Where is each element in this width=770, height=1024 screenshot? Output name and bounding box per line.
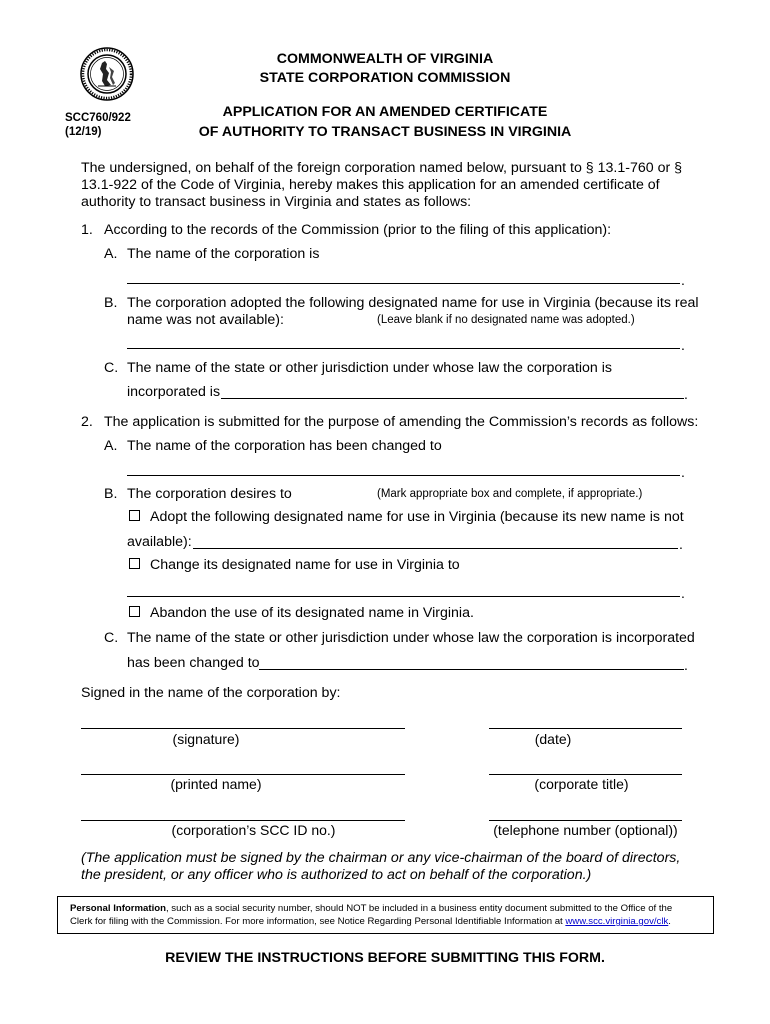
- section1-c-text2: incorporated is: [127, 384, 221, 400]
- period: .: [684, 386, 688, 402]
- period: .: [679, 536, 683, 552]
- section2-b-note: (Mark appropriate box and complete, if appropriate.): [377, 488, 643, 500]
- period: .: [681, 272, 685, 288]
- signature-label: (signature): [172, 731, 240, 747]
- signature-heading: Signed in the name of the corporation by:: [81, 685, 341, 701]
- changed-designated-name-field[interactable]: [127, 596, 680, 597]
- section2-a-label: A.: [104, 438, 118, 454]
- intro-line-1: The undersigned, on behalf of the foreign corporation named below, pursuant to § 13.1-760 or §: [81, 160, 683, 176]
- section1-b-note: (Leave blank if no designated name was adopted.): [377, 314, 635, 326]
- notice-text2: Clerk for filing with the Commission. For more information, see Notice Regarding Personal Identifiable Information at: [70, 916, 563, 927]
- notice-text1: , such as a social security number, should NOT be included in a business entity document submitted to the Office of the: [165, 903, 673, 914]
- adopt-name-text2: available):: [127, 534, 192, 550]
- section1-b-text1: The corporation adopted the following designated name for use in Virginia (because its real: [127, 295, 699, 311]
- form-date: (12/19): [65, 126, 102, 138]
- section2-text: The application is submitted for the purpose of amending the Commission’s records as follows:: [104, 414, 699, 430]
- header-commonwealth: COMMONWEALTH OF VIRGINIA: [276, 51, 494, 67]
- period: .: [684, 657, 688, 673]
- section2-c-text1: The name of the state or other jurisdiction under whose law the corporation is incorporated: [127, 630, 695, 646]
- printed-name-field[interactable]: [81, 774, 405, 775]
- corporate-title-field[interactable]: [489, 774, 682, 775]
- intro-line-2: 13.1-922 of the Code of Virginia, hereby makes this application for an amended certificate of: [81, 177, 660, 193]
- section1-text: According to the records of the Commission (prior to the filing of this application):: [104, 222, 612, 238]
- date-label: (date): [534, 731, 572, 747]
- intro-line-3: authority to transact business in Virginia and states as follows:: [81, 194, 472, 210]
- date-field[interactable]: [489, 728, 682, 729]
- scc-id-field[interactable]: [81, 820, 405, 821]
- signing-note-line1: (The application must be signed by the chairman or any vice-chairman of the board of directors,: [81, 850, 681, 866]
- corporation-name-field[interactable]: [127, 283, 680, 284]
- period: .: [681, 464, 685, 480]
- section1-a-label: A.: [104, 246, 118, 262]
- adopted-name-field[interactable]: [193, 548, 678, 549]
- personal-information-notice: [57, 896, 714, 934]
- header-commission: STATE CORPORATION COMMISSION: [259, 70, 511, 86]
- section2-b-label: B.: [104, 486, 118, 502]
- form-number: SCC760/922: [65, 112, 131, 124]
- section1-b-text2: name was not available):: [127, 312, 284, 328]
- signature-field[interactable]: [81, 728, 405, 729]
- section1-b-label: B.: [104, 295, 118, 311]
- change-name-checkbox[interactable]: [129, 558, 140, 569]
- form-title-line2: OF AUTHORITY TO TRANSACT BUSINESS IN VIRGINIA: [198, 124, 572, 140]
- virginia-seal-icon: [80, 47, 134, 101]
- notice-end: .: [668, 916, 671, 927]
- abandon-name-checkbox[interactable]: [129, 606, 140, 617]
- telephone-field[interactable]: [489, 820, 682, 821]
- period: .: [681, 337, 685, 353]
- section1-number: 1.: [81, 222, 93, 238]
- section2-a-text: The name of the corporation has been changed to: [127, 438, 442, 454]
- section2-c-label: C.: [104, 630, 119, 646]
- section1-c-text1: The name of the state or other jurisdiction under whose law the corporation is: [127, 360, 613, 376]
- clerk-website-link[interactable]: www.scc.virginia.gov/clk: [565, 916, 669, 927]
- section2-b-text: The corporation desires to: [127, 486, 292, 502]
- adopt-name-checkbox[interactable]: [129, 510, 140, 521]
- new-jurisdiction-field[interactable]: [259, 669, 684, 670]
- telephone-label: (telephone number (optional)): [493, 822, 678, 838]
- signing-note-line2: the president, or any officer who is authorized to act on behalf of the corporation.): [81, 867, 592, 883]
- period: .: [681, 585, 685, 601]
- adopt-name-text1: Adopt the following designated name for use in Virginia (because its new name is not: [150, 509, 684, 525]
- scc-id-label: (corporation’s SCC ID no.): [171, 822, 336, 838]
- section2-c-text2: has been changed to: [127, 655, 260, 671]
- section1-c-label: C.: [104, 360, 119, 376]
- abandon-name-text: Abandon the use of its designated name in Virginia.: [150, 605, 474, 621]
- designated-name-field[interactable]: [127, 348, 680, 349]
- new-corporation-name-field[interactable]: [127, 475, 680, 476]
- section2-number: 2.: [81, 414, 93, 430]
- form-title-line1: APPLICATION FOR AN AMENDED CERTIFICATE: [222, 104, 548, 120]
- review-instructions: REVIEW THE INSTRUCTIONS BEFORE SUBMITTING THIS FORM.: [165, 950, 605, 966]
- printed-name-label: (printed name): [170, 776, 262, 792]
- notice-bold-lead: Personal Information: [70, 903, 166, 914]
- section1-a-text: The name of the corporation is: [127, 246, 320, 262]
- jurisdiction-field[interactable]: [221, 398, 684, 399]
- corporate-title-label: (corporate title): [534, 776, 629, 792]
- change-name-text: Change its designated name for use in Virginia to: [150, 557, 460, 573]
